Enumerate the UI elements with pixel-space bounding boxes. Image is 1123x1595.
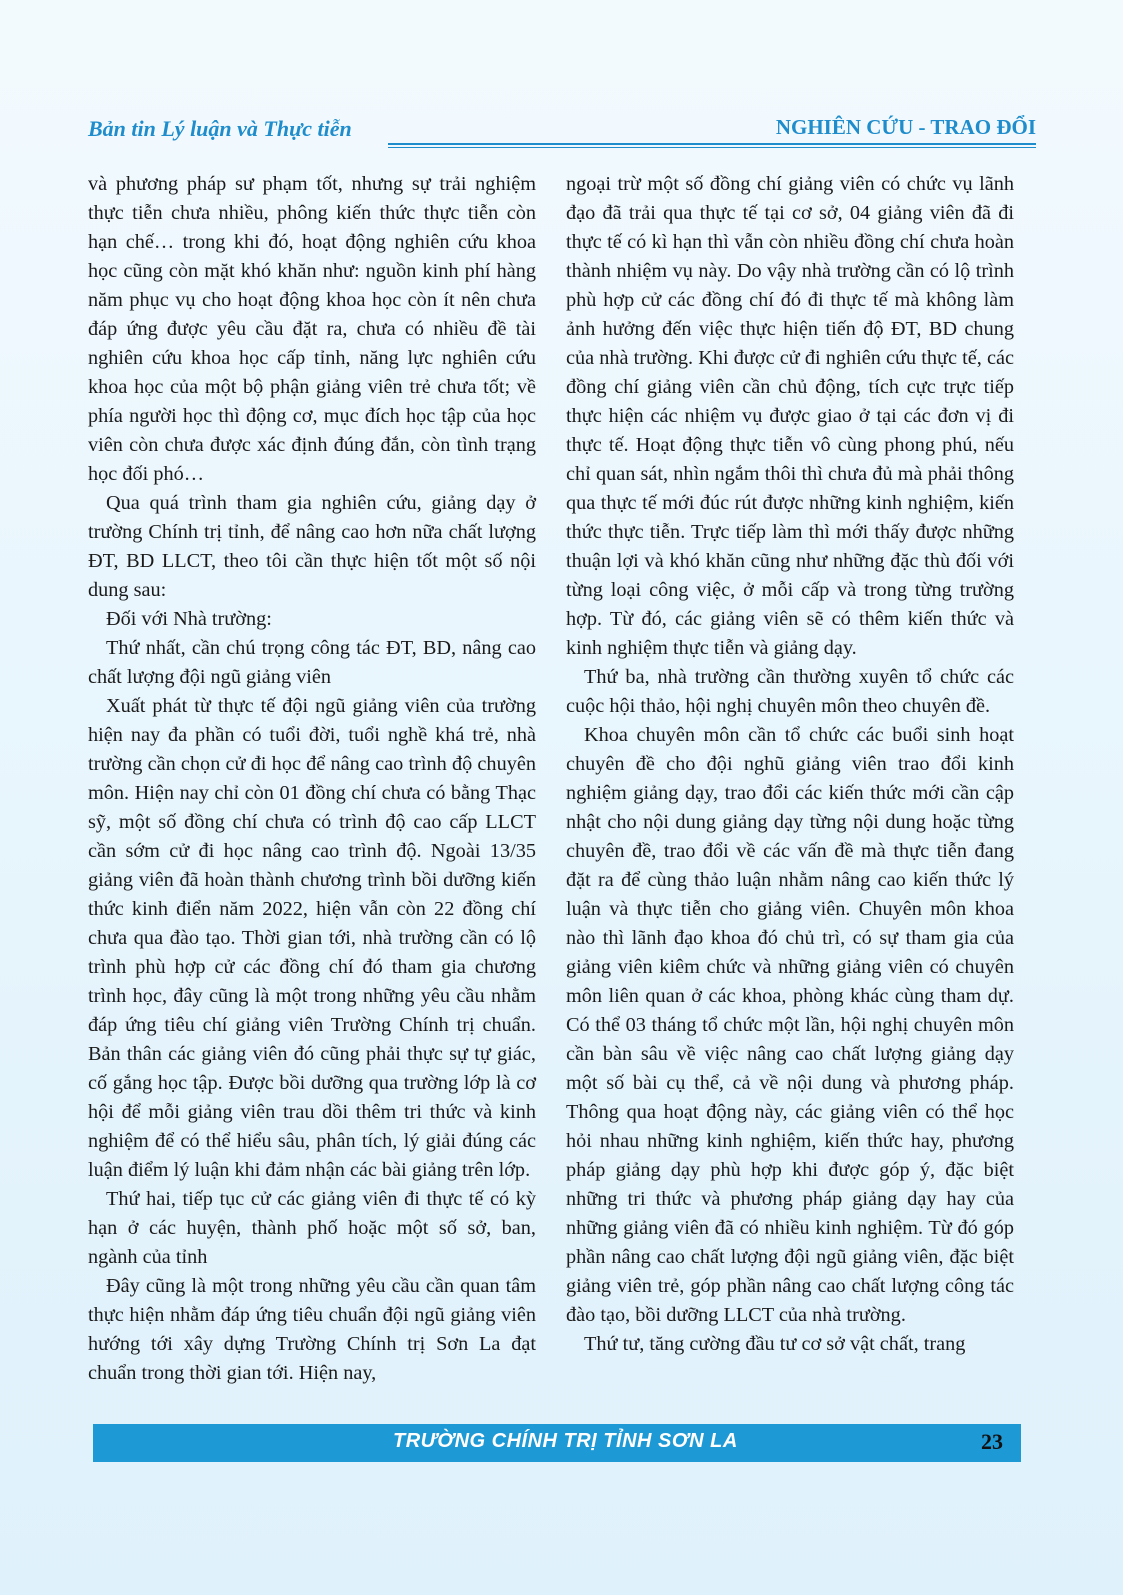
right-column — [566, 170, 1014, 1359]
paragraph: ngoại trừ một số đồng chí giảng viên có chức vụ lãnh đạo đã trải qua thực tế tại cơ sở, 04 giảng viên đã đi thực tế có kì hạn thì vẫn còn nhiều đồng chí chưa hoàn thành nhiệm vụ này. Do vậy nhà trường cần có lộ trình phù hợp cử các đồng chí đó đi thực tế mà không làm ảnh hưởng đến việc thực hiện tiến độ ĐT, BD chung của nhà trường. Khi được cử đi nghiên cứu thực tế, các đồng chí giảng viên cần chủ động, tích cực trực tiếp thực hiện các nhiệm vụ được giao ở tại các đơn vị đi thực tế. Hoạt động thực tiễn vô cùng phong phú, nếu chỉ quan sát, nhìn ngắm thôi thì chưa đủ mà phải thông qua thực tế mới đúc rút được những kinh nghiệm, kiến thức thực tiễn. Trực tiếp làm thì mới thấy được những thuận lợi và khó khăn cũng như những đặc thù đối với từng loại công việc, ở mỗi cấp và trong từng trường hợp. Từ đó, các giảng viên sẽ có thêm kiến thức và kinh nghiệm thực tiễn và giảng dạy. — [566, 173, 1014, 659]
paragraph: Xuất phát từ thực tế đội ngũ giảng viên của trường hiện nay đa phần có tuổi đời, tuổi nghề khá trẻ, nhà trường cần chọn cử đi học để nâng cao trình độ chuyên môn. Hiện nay chỉ còn 01 đồng chí chưa có bằng Thạc sỹ, một số đồng chí chưa có trình độ cao cấp LLCT cần sớm cử đi học nâng cao trình độ. Ngoài 13/35 giảng viên đã hoàn thành chương trình bồi dưỡng kiến thức kinh điển năm 2022, hiện vẫn còn 22 đồng chí chưa qua đào tạo. Thời gian tới, nhà trường cần có lộ trình phù hợp cử các đồng chí đó tham gia chương trình học, đây cũng là một trong những yêu cầu nhằm đáp ứng tiêu chí giảng viên Trường Chính trị chuẩn. Bản thân các giảng viên đó cũng phải thực sự tự giác, cố gắng học tập. Được bồi dưỡng qua trường lớp là cơ hội để mỗi giảng viên trau dồi thêm tri thức và kinh nghiệm để có thể hiểu sâu, phân tích, lý giải đúng các luận điểm lý luận khi đảm nhận các bài giảng trên lớp. — [88, 695, 536, 1181]
header-rule — [388, 143, 1036, 145]
paragraph: Thứ tư, tăng cường đầu tư cơ sở vật chất, trang — [584, 1333, 966, 1355]
page-number: 23 — [981, 1429, 1003, 1454]
paragraph: và phương pháp sư phạm tốt, nhưng sự trải nghiệm thực tiễn chưa nhiều, phông kiến thức thực tiễn còn hạn chế… trong khi đó, hoạt động nghiên cứu khoa học cũng còn mặt khó khăn như: nguồn kinh phí hàng năm phục vụ cho hoạt động khoa học còn ít nên chưa đáp ứng được yêu cầu đặt ra, chưa có nhiều đề tài nghiên cứu khoa học cấp tỉnh, năng lực nghiên cứu khoa học của một bộ phận giảng viên trẻ chưa tốt; về phía người học thì động cơ, mục đích học tập của học viên còn chưa được xác định đúng đắn, còn tình trạng học đối phó… — [88, 173, 536, 485]
paragraph: Đây cũng là một trong những yêu cầu cần quan tâm thực hiện nhằm đáp ứng tiêu chuẩn đội ngũ giảng viên hướng tới xây dựng Trường Chính trị Sơn La đạt chuẩn trong thời gian tới. Hiện nay, — [88, 1275, 536, 1384]
subheading: Thứ hai, tiếp tục cử các giảng viên đi thực tế có kỳ hạn ở các huyện, thành phố hoặc một số sở, ban, ngành của tỉnh — [88, 1188, 536, 1268]
school-name: TRƯỜNG CHÍNH TRỊ TỈNH SƠN LA — [393, 1430, 738, 1452]
subheading: Đối với Nhà trường: — [106, 608, 272, 630]
subheading: Thứ nhất, cần chú trọng công tác ĐT, BD, nâng cao chất lượng đội ngũ giảng viên — [88, 637, 536, 688]
paragraph: Qua quá trình tham gia nghiên cứu, giảng dạy ở trường Chính trị tỉnh, để nâng cao hơn nữa chất lượng ĐT, BD LLCT, theo tôi cần thực hiện tốt một số nội dung sau: — [88, 492, 536, 601]
header-rule-thin — [388, 147, 1036, 148]
page-footer — [93, 1424, 1021, 1462]
bulletin-title: Bản tin Lý luận và Thực tiễn — [88, 116, 352, 141]
page-header — [88, 112, 1036, 148]
paragraph: Khoa chuyên môn cần tổ chức các buổi sinh hoạt chuyên đề cho đội nghũ giảng viên trao đổi kinh nghiệm giảng dạy, trao đổi các kiến thức mới cần cập nhật cho nội dung giảng dạy từng nội dung hoặc từng chuyên đề, trao đổi về các vấn đề mà thực tiễn đang đặt ra để cùng thảo luận nhằm nâng cao kiến thức lý luận và thực tiễn cho giảng viên. Chuyên môn khoa nào thì lãnh đạo khoa đó chủ trì, có sự tham gia của giảng viên kiêm chức và những giảng viên có chuyên môn liên quan ở các khoa, phòng khác cùng tham dự. Có thể 03 tháng tổ chức một lần, hội nghị chuyên môn cần bàn sâu về việc nâng cao chất lượng giảng dạy một số bài cụ thể, cả về nội dung và phương pháp. Thông qua hoạt động này, các giảng viên có thể học hỏi nhau những kinh nghiệm, kiến thức hay, phương pháp giảng dạy phù hợp khi được góp ý, đặc biệt những tri thức và phương pháp giảng dạy hay của những giảng viên đã có nhiều kinh nghiệm. Từ đó góp phần nâng cao chất lượng đội ngũ giảng viên, đặc biệt giảng viên trẻ, góp phần nâng cao chất lượng công tác đào tạo, bồi dưỡng LLCT của nhà trường. — [566, 724, 1014, 1326]
left-column — [88, 170, 536, 1388]
section-title: NGHIÊN CỨU - TRAO ĐỔI — [766, 115, 1036, 140]
subheading: Thứ ba, nhà trường cần thường xuyên tổ chức các cuộc hội thảo, hội nghị chuyên môn theo chuyên đề. — [566, 666, 1014, 717]
